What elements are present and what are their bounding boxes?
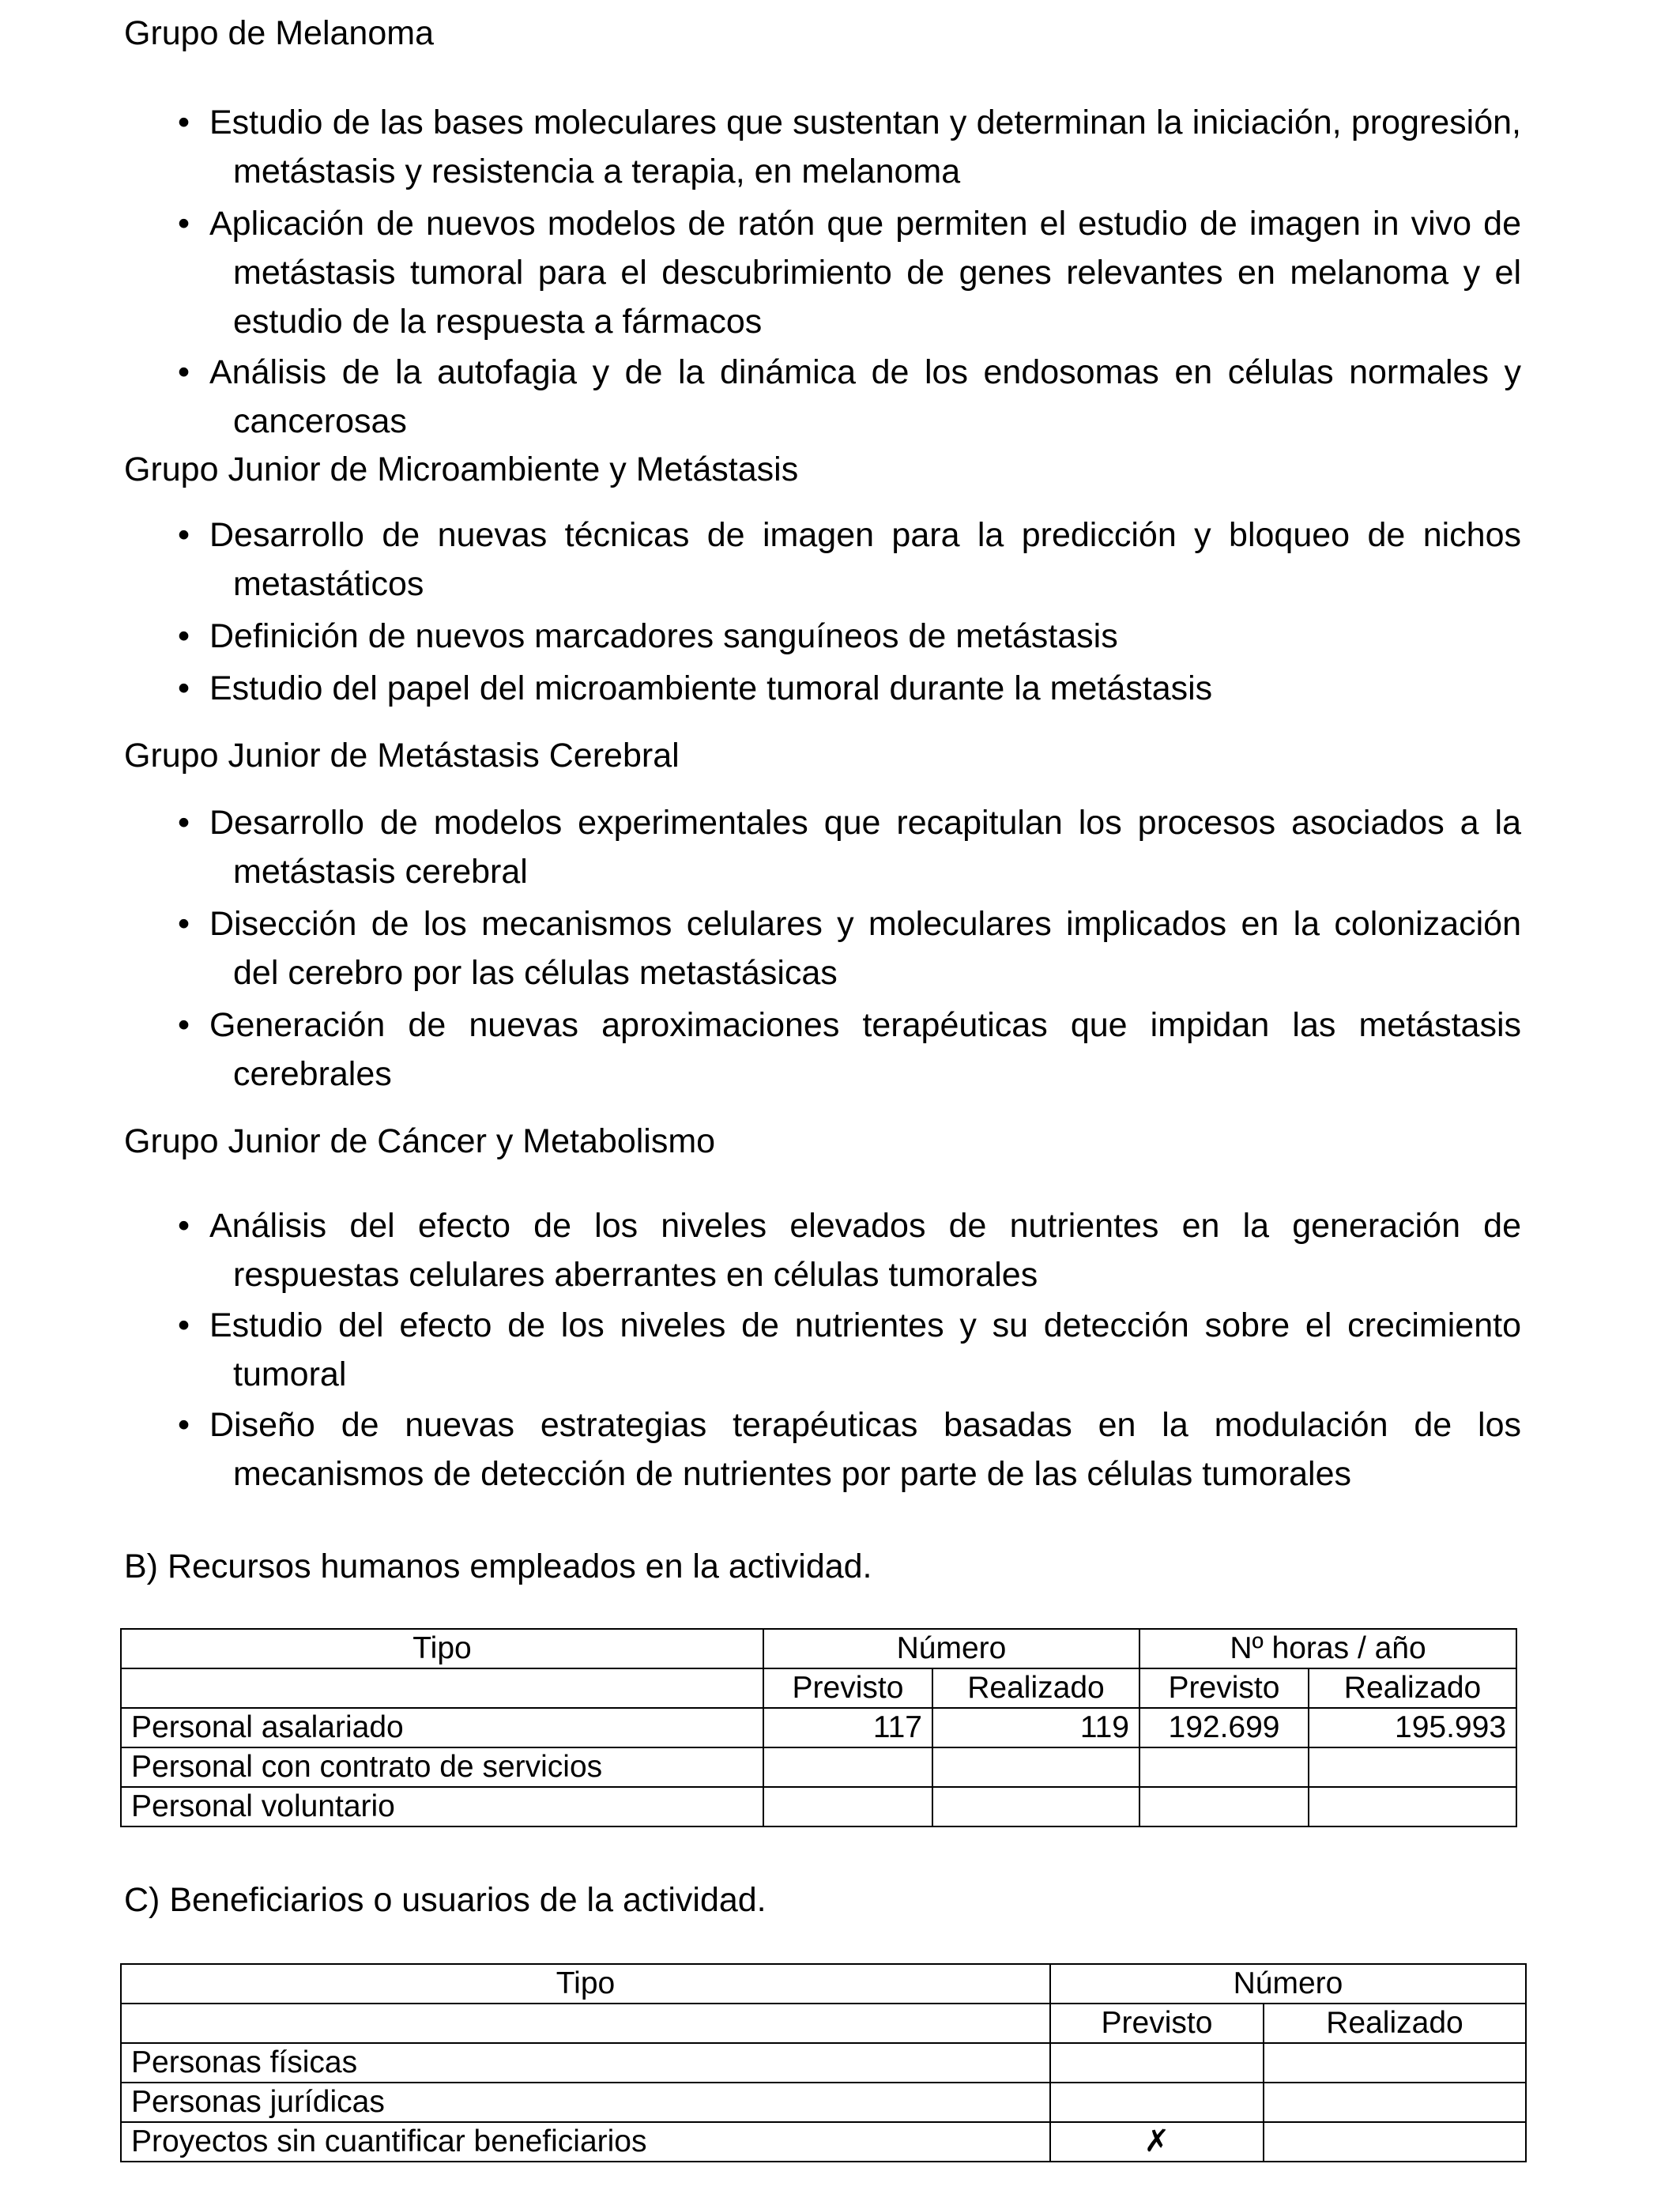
bullet-icon: • [178, 353, 190, 391]
cell-num-realizado [932, 1747, 1139, 1787]
list-item-text: Diseño de nuevas estrategias terapéuticas basadas en la modulación de los mecanismos de detección de nutrientes por parte de las células tumorales [209, 1406, 1521, 1493]
section-heading-cerebral: Grupo Junior de Metástasis Cerebral [124, 737, 680, 775]
bullet-icon: • [178, 804, 190, 842]
bullet-icon: • [178, 669, 190, 707]
cell-horas-previsto: 192.699 [1139, 1708, 1309, 1747]
table-row [121, 2083, 1526, 2122]
subheader-horas-previsto: Previsto [1139, 1668, 1309, 1708]
list-item-text: Análisis de la autofagia y de la dinámica de los endosomas en células normales y cancerosas [209, 353, 1521, 440]
cell-tipo: Personal voluntario [121, 1787, 763, 1826]
cell-realizado [1264, 2122, 1526, 2162]
list-item-text: Estudio de las bases moleculares que sustentan y determinan la iniciación, progresión, metástasis y resistencia a terapia, en melanoma [209, 104, 1521, 190]
header-tipo: Tipo [121, 1629, 763, 1668]
table-header-row [121, 1964, 1526, 2004]
table-row [121, 2122, 1526, 2162]
table-row [121, 1787, 1516, 1826]
beneficiarios-table [120, 1963, 1527, 2162]
cell-num-previsto [763, 1787, 932, 1826]
cell-realizado [1264, 2083, 1526, 2122]
table-row [121, 1747, 1516, 1787]
list-item-text: Aplicación de nuevos modelos de ratón que permiten el estudio de imagen in vivo de metástasis tumoral para el descubrimiento de genes relevantes en melanoma y el estudio de la respuesta a fármacos [209, 205, 1521, 341]
bullet-icon: • [178, 1406, 190, 1444]
subheader-num-realizado: Realizado [932, 1668, 1139, 1708]
cell-tipo: Personal asalariado [121, 1708, 763, 1747]
cell-tipo: Proyectos sin cuantificar beneficiarios [121, 2122, 1050, 2162]
subheader-realizado: Realizado [1264, 2004, 1526, 2043]
cell-num-realizado [932, 1787, 1139, 1826]
bullet-icon: • [178, 617, 190, 655]
table-row [121, 2043, 1526, 2083]
list-item-text: Desarrollo de nuevas técnicas de imagen para la predicción y bloqueo de nichos metastáticos [209, 516, 1521, 603]
header-numero: Número [763, 1629, 1139, 1668]
list-item [178, 899, 1521, 997]
cell-previsto [1050, 2083, 1264, 2122]
section-heading-metabolismo: Grupo Junior de Cáncer y Metabolismo [124, 1122, 716, 1160]
list-item-text: Análisis del efecto de los niveles elevados de nutrientes en la generación de respuestas celulares aberrantes en células tumorales [209, 1207, 1521, 1294]
section-heading-beneficiarios: C) Beneficiarios o usuarios de la actividad. [124, 1881, 767, 1919]
subheader-num-previsto: Previsto [763, 1668, 932, 1708]
subheader-empty [121, 1668, 763, 1708]
bullet-icon: • [178, 516, 190, 554]
table-subheader-row [121, 1668, 1516, 1708]
cell-horas-previsto [1139, 1787, 1309, 1826]
subheader-empty [121, 2004, 1050, 2043]
list-item [178, 1201, 1521, 1299]
list-item-text: Generación de nuevas aproximaciones terapéuticas que impidan las metástasis cerebrales [209, 1006, 1521, 1093]
subheader-horas-realizado: Realizado [1309, 1668, 1516, 1708]
section-heading-microambiente: Grupo Junior de Microambiente y Metástasis [124, 450, 799, 488]
bullet-icon: • [178, 104, 190, 141]
bullet-icon: • [178, 205, 190, 243]
cell-num-realizado: 119 [932, 1708, 1139, 1747]
table-subheader-row [121, 2004, 1526, 2043]
list-item [178, 798, 1521, 896]
section-heading-melanoma: Grupo de Melanoma [124, 14, 434, 52]
cell-previsto [1050, 2043, 1264, 2083]
header-numero: Número [1050, 1964, 1526, 2004]
list-item [178, 664, 1521, 713]
cell-num-previsto: 117 [763, 1708, 932, 1747]
list-item [178, 98, 1521, 196]
cell-horas-realizado: 195.993 [1309, 1708, 1516, 1747]
header-horas: Nº horas / año [1139, 1629, 1516, 1668]
bullet-icon: • [178, 1006, 190, 1044]
cell-tipo: Personas físicas [121, 2043, 1050, 2083]
bullet-icon: • [178, 905, 190, 943]
cell-horas-realizado [1309, 1747, 1516, 1787]
subheader-previsto: Previsto [1050, 2004, 1264, 2043]
list-item [178, 1301, 1521, 1399]
cell-tipo: Personas jurídicas [121, 2083, 1050, 2122]
bullet-icon: • [178, 1306, 190, 1344]
cell-horas-realizado [1309, 1787, 1516, 1826]
list-item-text: Estudio del efecto de los niveles de nutrientes y su detección sobre el crecimiento tumoral [209, 1306, 1521, 1393]
list-item [178, 1001, 1521, 1099]
list-item [178, 348, 1521, 446]
cell-tipo: Personal con contrato de servicios [121, 1747, 763, 1787]
table-header-row [121, 1629, 1516, 1668]
header-tipo: Tipo [121, 1964, 1050, 2004]
cell-num-previsto [763, 1747, 932, 1787]
list-item-text: Desarrollo de modelos experimentales que recapitulan los procesos asociados a la metástasis cerebral [209, 804, 1521, 891]
list-item [178, 511, 1521, 609]
section-heading-recursos: B) Recursos humanos empleados en la actividad. [124, 1547, 872, 1585]
list-item-text: Disección de los mecanismos celulares y moleculares implicados en la colonización del cerebro por las células metastásicas [209, 905, 1521, 992]
list-item [178, 199, 1521, 346]
list-item-text: Estudio del papel del microambiente tumoral durante la metástasis [209, 669, 1213, 707]
cell-previsto-check-icon: ✗ [1050, 2122, 1264, 2162]
table-row [121, 1708, 1516, 1747]
list-item [178, 612, 1521, 661]
bullet-icon: • [178, 1207, 190, 1245]
cell-realizado [1264, 2043, 1526, 2083]
recursos-table [120, 1628, 1517, 1827]
cell-horas-previsto [1139, 1747, 1309, 1787]
list-item-text: Definición de nuevos marcadores sanguíneos de metástasis [209, 617, 1118, 655]
list-item [178, 1400, 1521, 1498]
